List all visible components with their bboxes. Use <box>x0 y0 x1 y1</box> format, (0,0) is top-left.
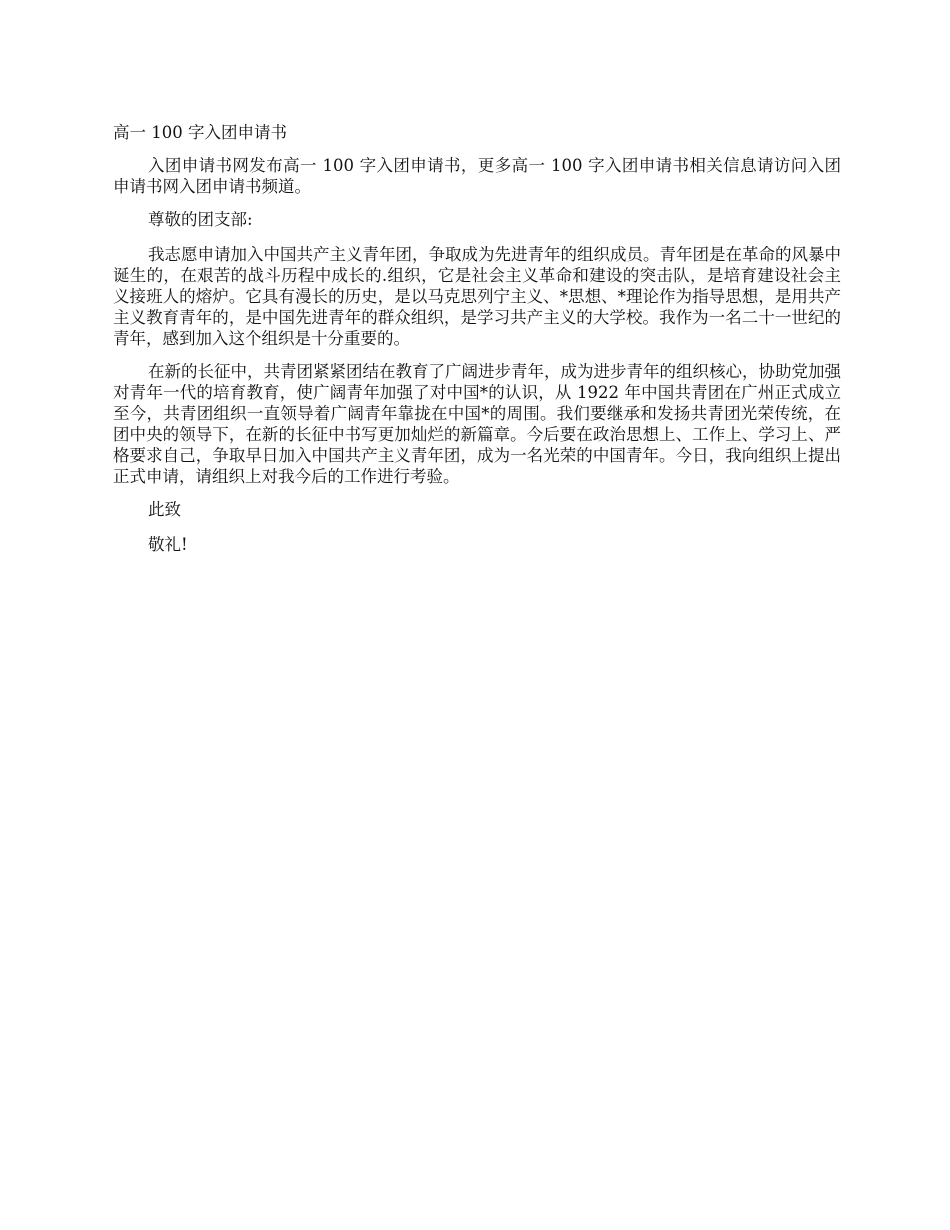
intro-paragraph: 入团申请书网发布高一 100 字入团申请书，更多高一 100 字入团申请书相关信息请访问入团申请书网入团申请书频道。 <box>113 156 841 196</box>
body-paragraph-1: 我志愿申请加入中国共产主义青年团，争取成为先进青年的组织成员。青年团是在革命的风暴中诞生的，在艰苦的战斗历程中成长的.组织，它是社会主义革命和建设的突击队，是培育建设社会主义接班人的熔炉。它具有漫长的历史，是以马克思列宁主义、*思想、*理论作为指导思想，是用共产主义教育青年的，是中国先进青年的群众组织，是学习共产主义的大学校。我作为一名二十一世纪的青年，感到加入这个组织是十分重要的。 <box>113 245 841 348</box>
closing-line-2: 敬礼! <box>148 535 188 554</box>
document-page <box>113 122 841 569</box>
salutation: 尊敬的团支部: <box>148 210 253 229</box>
document-title: 高一 100 字入团申请书 <box>113 123 287 142</box>
closing-line-1: 此致 <box>148 500 181 519</box>
body-paragraph-2: 在新的长征中，共青团紧紧团结在教育了广阔进步青年，成为进步青年的组织核心，协助党加强对青年一代的培育教育，使广阔青年加强了对中国*的认识，从 1922 年中国共青团在广州正式成立至今，共青团组织一直领导着广阔青年靠拢在中国*的周围。我们要继承和发扬共青团光荣传统，在团中央的领导下，在新的长征中书写更加灿烂的新篇章。今后要在政治思想上、工作上、学习上、严格要求自己，争取早日加入中国共产主义青年团，成为一名光荣的中国青年。今日，我向组织上提出正式申请，请组织上对我今后的工作进行考验。 <box>113 362 841 486</box>
